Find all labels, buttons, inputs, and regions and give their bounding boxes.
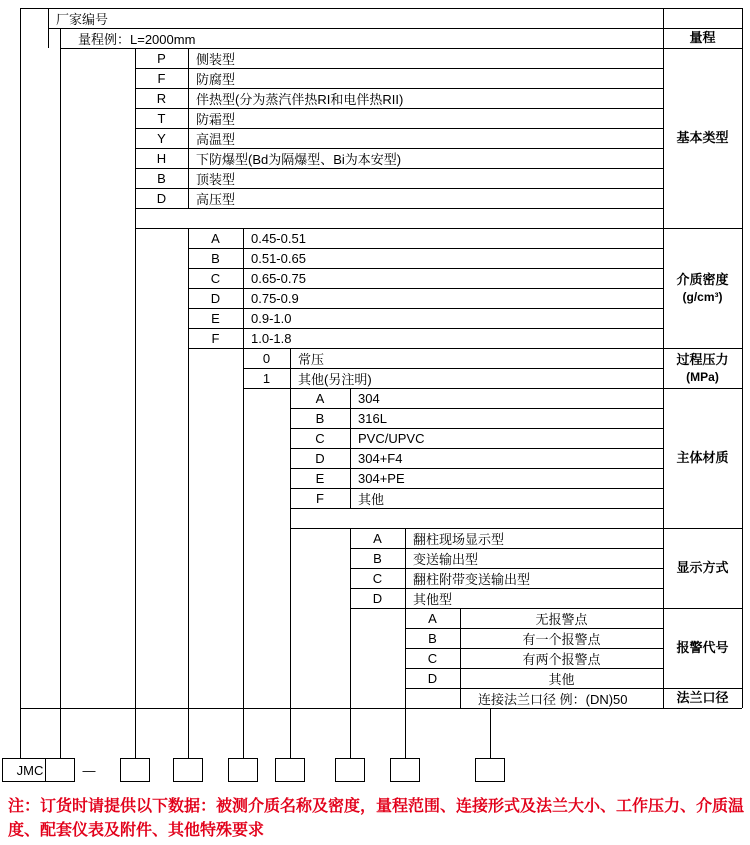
density-desc: 0.9-1.0 <box>251 310 292 326</box>
basic-type-desc: 防霜型 <box>196 111 236 127</box>
basic-type-code: P <box>157 50 166 66</box>
body-material-desc: PVC/UPVC <box>358 430 425 446</box>
connector-leg-1 <box>60 708 61 758</box>
density-desc: 1.0-1.8 <box>251 330 292 346</box>
density-code: D <box>210 290 221 306</box>
model-code-box-7 <box>475 758 505 782</box>
body-material-desc: 304+PE <box>358 470 405 486</box>
basic-type-code: F <box>157 70 166 86</box>
density-desc: 0.51-0.65 <box>251 250 306 266</box>
basic-type-code: B <box>157 170 166 186</box>
body-material-desc: 316L <box>358 410 387 426</box>
order-note: 注：订货时请提供以下数据：被测介质名称及密度，量程范围、连接形式及法兰大小、工作压力、介质温度、配套仪表及附件、其他特殊要求 <box>8 798 745 839</box>
density-code: F <box>211 330 220 346</box>
body-material-code: E <box>315 470 325 486</box>
connector-leg-6 <box>350 708 351 758</box>
alarm-code-code: A <box>428 610 437 626</box>
density-desc: 0.65-0.75 <box>251 270 306 286</box>
display-mode-code: D <box>372 590 383 606</box>
model-code-box-4 <box>275 758 305 782</box>
model-prefix-box: JMC <box>2 758 58 782</box>
display-mode-desc: 翻柱现场显示型 <box>413 531 505 547</box>
density-code: B <box>211 250 220 266</box>
flange-dn-desc: 连接法兰口径 例：(DN)50 <box>478 691 628 707</box>
process-pressure-desc: 其他(另注明) <box>298 371 372 387</box>
basic-type-desc: 顶装型 <box>196 171 236 187</box>
density-desc: 0.45-0.51 <box>251 230 306 246</box>
connector-leg-8 <box>490 708 491 758</box>
category-process-pressure-unit: (MPa) <box>686 369 719 384</box>
category-flange-dn: 法兰口径 <box>676 690 729 706</box>
model-dash: — <box>82 762 96 778</box>
basic-type-desc: 防腐型 <box>196 71 236 87</box>
body-material-desc: 304 <box>358 390 380 406</box>
model-code-box-0 <box>45 758 75 782</box>
category-basic-type: 基本类型 <box>676 130 729 146</box>
category-display-mode: 显示方式 <box>676 560 729 576</box>
model-code-box-6 <box>390 758 420 782</box>
connector-leg-3 <box>188 708 189 758</box>
category-process-pressure-label: 过程压力 <box>676 352 729 368</box>
density-code: E <box>211 310 220 326</box>
basic-type-desc: 高压型 <box>196 191 236 207</box>
alarm-code-code: B <box>428 630 437 646</box>
alarm-code-code: D <box>427 670 438 686</box>
category-range: 量程 <box>689 30 716 46</box>
basic-type-desc: 侧装型 <box>196 51 236 67</box>
display-mode-desc: 翻柱附带变送输出型 <box>413 571 531 587</box>
display-mode-code: A <box>373 530 382 546</box>
process-pressure-code: 1 <box>262 370 271 386</box>
alarm-code-desc: 有两个报警点 <box>522 651 601 667</box>
connector-leg-5 <box>290 708 291 758</box>
category-process-pressure <box>663 348 742 388</box>
body-material-desc: 304+F4 <box>358 450 403 466</box>
body-material-code: C <box>315 430 325 446</box>
model-code-box-2 <box>173 758 203 782</box>
connector-leg-2 <box>135 708 136 758</box>
display-mode-code: B <box>373 550 382 566</box>
alarm-code-desc: 无报警点 <box>535 611 588 627</box>
process-pressure-code: 0 <box>262 350 271 366</box>
alarm-code-code: C <box>427 650 438 666</box>
body-material-code: B <box>315 410 325 426</box>
alarm-code-desc: 有一个报警点 <box>522 631 601 647</box>
connector-leg-7 <box>405 708 406 758</box>
manufacturer-no-label: 厂家编号 <box>56 11 109 27</box>
basic-type-code: Y <box>157 130 166 146</box>
category-alarm-code: 报警代号 <box>676 640 729 656</box>
connector-leg-0 <box>20 708 21 758</box>
category-body-material: 主体材质 <box>676 450 729 466</box>
density-desc: 0.75-0.9 <box>251 290 299 306</box>
display-mode-code: C <box>372 570 383 586</box>
density-code: A <box>211 230 220 246</box>
basic-type-code: D <box>156 190 167 206</box>
basic-type-desc: 高温型 <box>196 131 236 147</box>
category-density <box>663 228 742 348</box>
basic-type-desc: 伴热型(分为蒸汽伴热RI和电伴热RII) <box>196 91 404 107</box>
model-code-box-5 <box>335 758 365 782</box>
density-code: C <box>210 270 221 286</box>
body-material-code: D <box>315 450 325 466</box>
basic-type-code: T <box>157 110 166 126</box>
basic-type-desc: 下防爆型(Bd为隔爆型、Bi为本安型) <box>196 151 402 167</box>
range-example-label: 量程例：L=2000mm <box>78 31 196 47</box>
category-density-label: 介质密度 <box>676 272 729 288</box>
body-material-code: A <box>315 390 325 406</box>
category-density-unit: (g/cm³) <box>682 289 723 304</box>
model-code-box-3 <box>228 758 258 782</box>
body-material-desc: 其他 <box>358 491 385 507</box>
basic-type-code: H <box>156 150 167 166</box>
process-pressure-desc: 常压 <box>298 351 325 367</box>
display-mode-desc: 其他型 <box>413 591 453 607</box>
alarm-code-desc: 其他 <box>548 671 575 687</box>
model-code-box-1 <box>120 758 150 782</box>
body-material-code: F <box>316 490 324 506</box>
connector-leg-4 <box>243 708 244 758</box>
basic-type-code: R <box>156 90 167 106</box>
display-mode-desc: 变送输出型 <box>413 551 479 567</box>
